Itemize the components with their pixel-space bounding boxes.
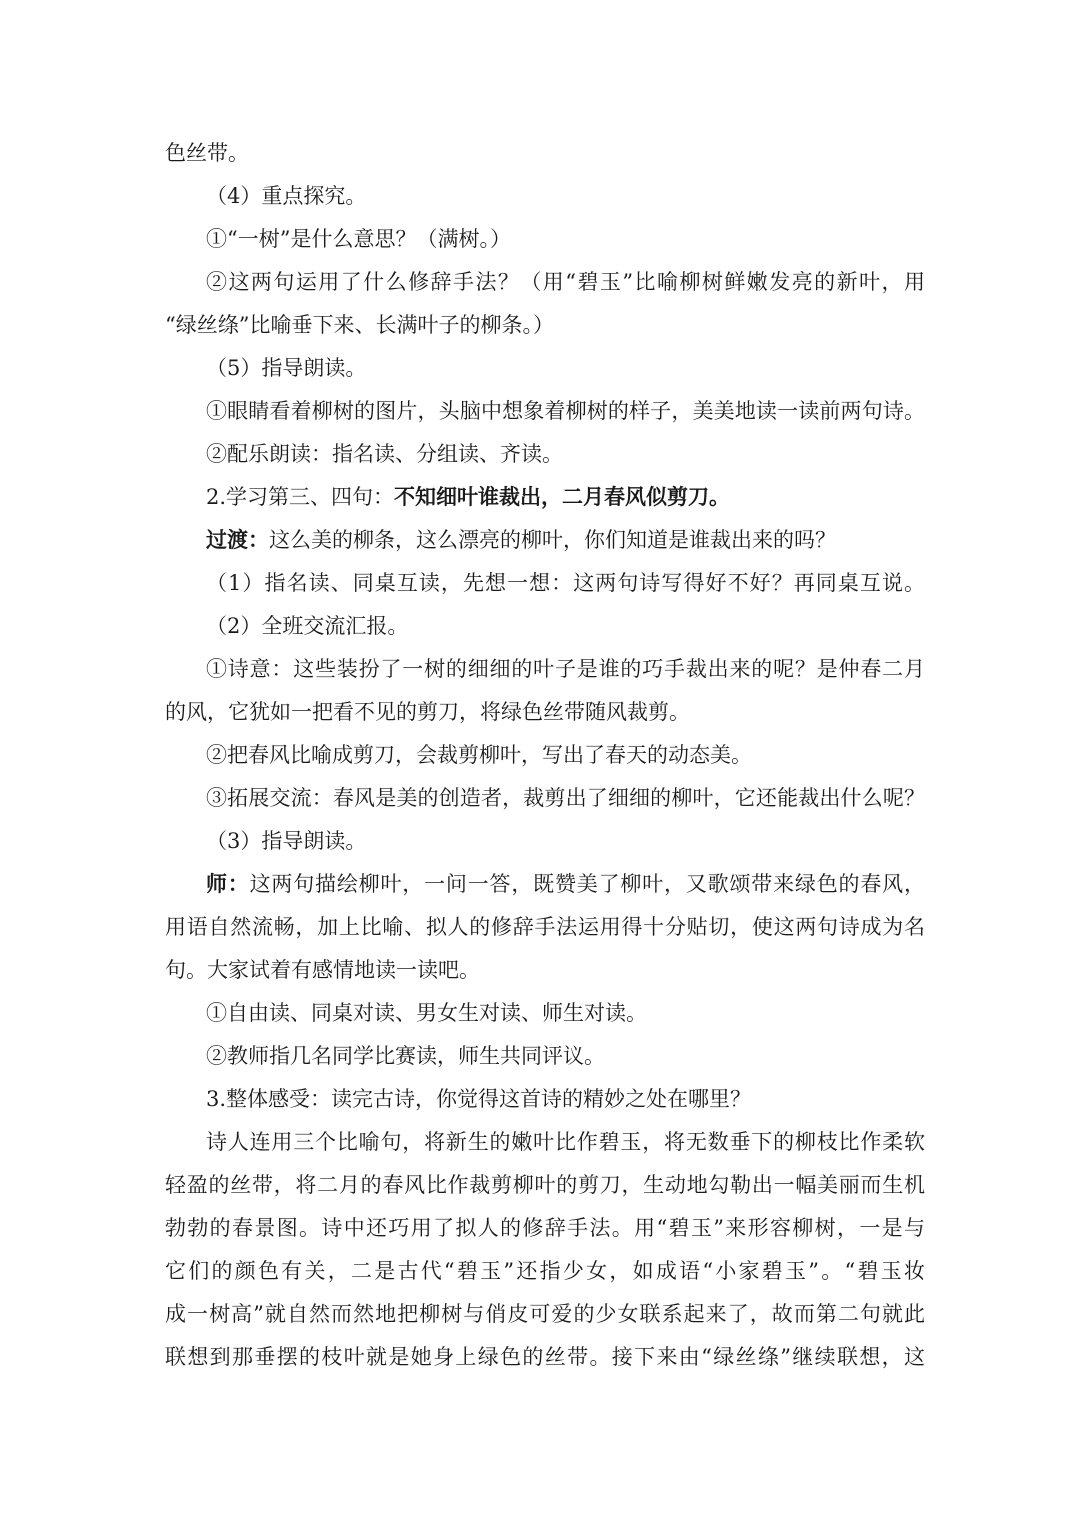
- poem-lines: 不知细叶谁裁出，二月春风似剪刀。: [394, 485, 731, 509]
- text-line: [206, 527, 925, 553]
- text-line: （1）指名读、同桌互读，先想一想：这两句诗写得好不好？再同桌互说。: [206, 571, 925, 595]
- text-line: [206, 871, 925, 897]
- text-line: 轻盈的丝带，将二月的春风比作裁剪柳叶的剪刀，生动地勾勒出一幅美丽而生机: [165, 1173, 925, 1197]
- text-line: 色丝带。: [165, 141, 249, 165]
- text-line: 成一树高”就自然而然地把柳树与俏皮可爱的少女联系起来了，故而第二句就此: [165, 1302, 925, 1326]
- text-line: ①眼睛看着柳树的图片，头脑中想象着柳树的样子，美美地读一读前两句诗。: [206, 399, 925, 423]
- transition-label: 过渡：: [206, 527, 269, 552]
- section-heading: （4）重点探究。: [206, 184, 367, 208]
- section-heading: （3）指导朗读。: [206, 829, 367, 853]
- text-line: ①“一树”是什么意思？（满树。）: [206, 227, 511, 251]
- step-heading: 3.整体感受：读完古诗，你觉得这首诗的精妙之处在哪里？: [206, 1087, 752, 1111]
- step-prefix: 2.学习第三、四句：: [206, 485, 395, 509]
- text-line: ②这两句运用了什么修辞手法？（用“碧玉”比喻柳树鲜嫩发亮的新叶，用: [206, 270, 925, 294]
- text-line: ②把春风比喻成剪刀，会裁剪柳叶，写出了春天的动态美。: [206, 743, 752, 767]
- text-line: ③拓展交流：春风是美的创造者，裁剪出了细细的柳叶，它还能裁出什么呢？: [206, 786, 925, 810]
- text-line: ①诗意：这些装扮了一树的细细的叶子是谁的巧手裁出来的呢？是仲春二月: [206, 657, 925, 681]
- section-heading: （2）全班交流汇报。: [206, 614, 409, 638]
- text-line: ②配乐朗读：指名读、分组读、齐读。: [206, 442, 563, 466]
- text-line: 它们的颜色有关，二是古代“碧玉”还指少女，如成语“小家碧玉”。“碧玉妆: [165, 1259, 925, 1283]
- text-line: ②教师指几名同学比赛读，师生共同评议。: [206, 1044, 605, 1068]
- text-line: 的风，它犹如一把看不见的剪刀，将绿色丝带随风裁剪。: [165, 700, 690, 724]
- step-heading: [206, 484, 925, 510]
- text-line: 诗人连用三个比喻句，将新生的嫩叶比作碧玉，将无数垂下的柳枝比作柔软: [206, 1130, 925, 1154]
- transition-text: 这么美的柳条，这么漂亮的柳叶，你们知道是谁裁出来的吗？: [269, 528, 836, 552]
- text-line: ①自由读、同桌对读、男女生对读、师生对读。: [206, 1001, 647, 1025]
- teacher-text: 这两句描绘柳叶，一问一答，既赞美了柳叶，又歌颂带来绿色的春风，: [249, 872, 925, 896]
- text-line: 勃勃的春景图。诗中还巧用了拟人的修辞手法。用“碧玉”来形容柳树，一是与: [165, 1216, 925, 1240]
- section-heading: （5）指导朗读。: [206, 356, 367, 380]
- text-line: 用语自然流畅，加上比喻、拟人的修辞手法运用得十分贴切，使这两句诗成为名: [165, 915, 925, 939]
- teacher-label: 师：: [206, 871, 250, 896]
- text-line: 句。大家试着有感情地读一读吧。: [165, 958, 480, 982]
- text-line: 联想到那垂摆的枝叶就是她身上绿色的丝带。接下来由“绿丝绦”继续联想，这: [165, 1345, 925, 1369]
- text-line: “绿丝绦”比喻垂下来、长满叶子的柳条。）: [165, 313, 554, 337]
